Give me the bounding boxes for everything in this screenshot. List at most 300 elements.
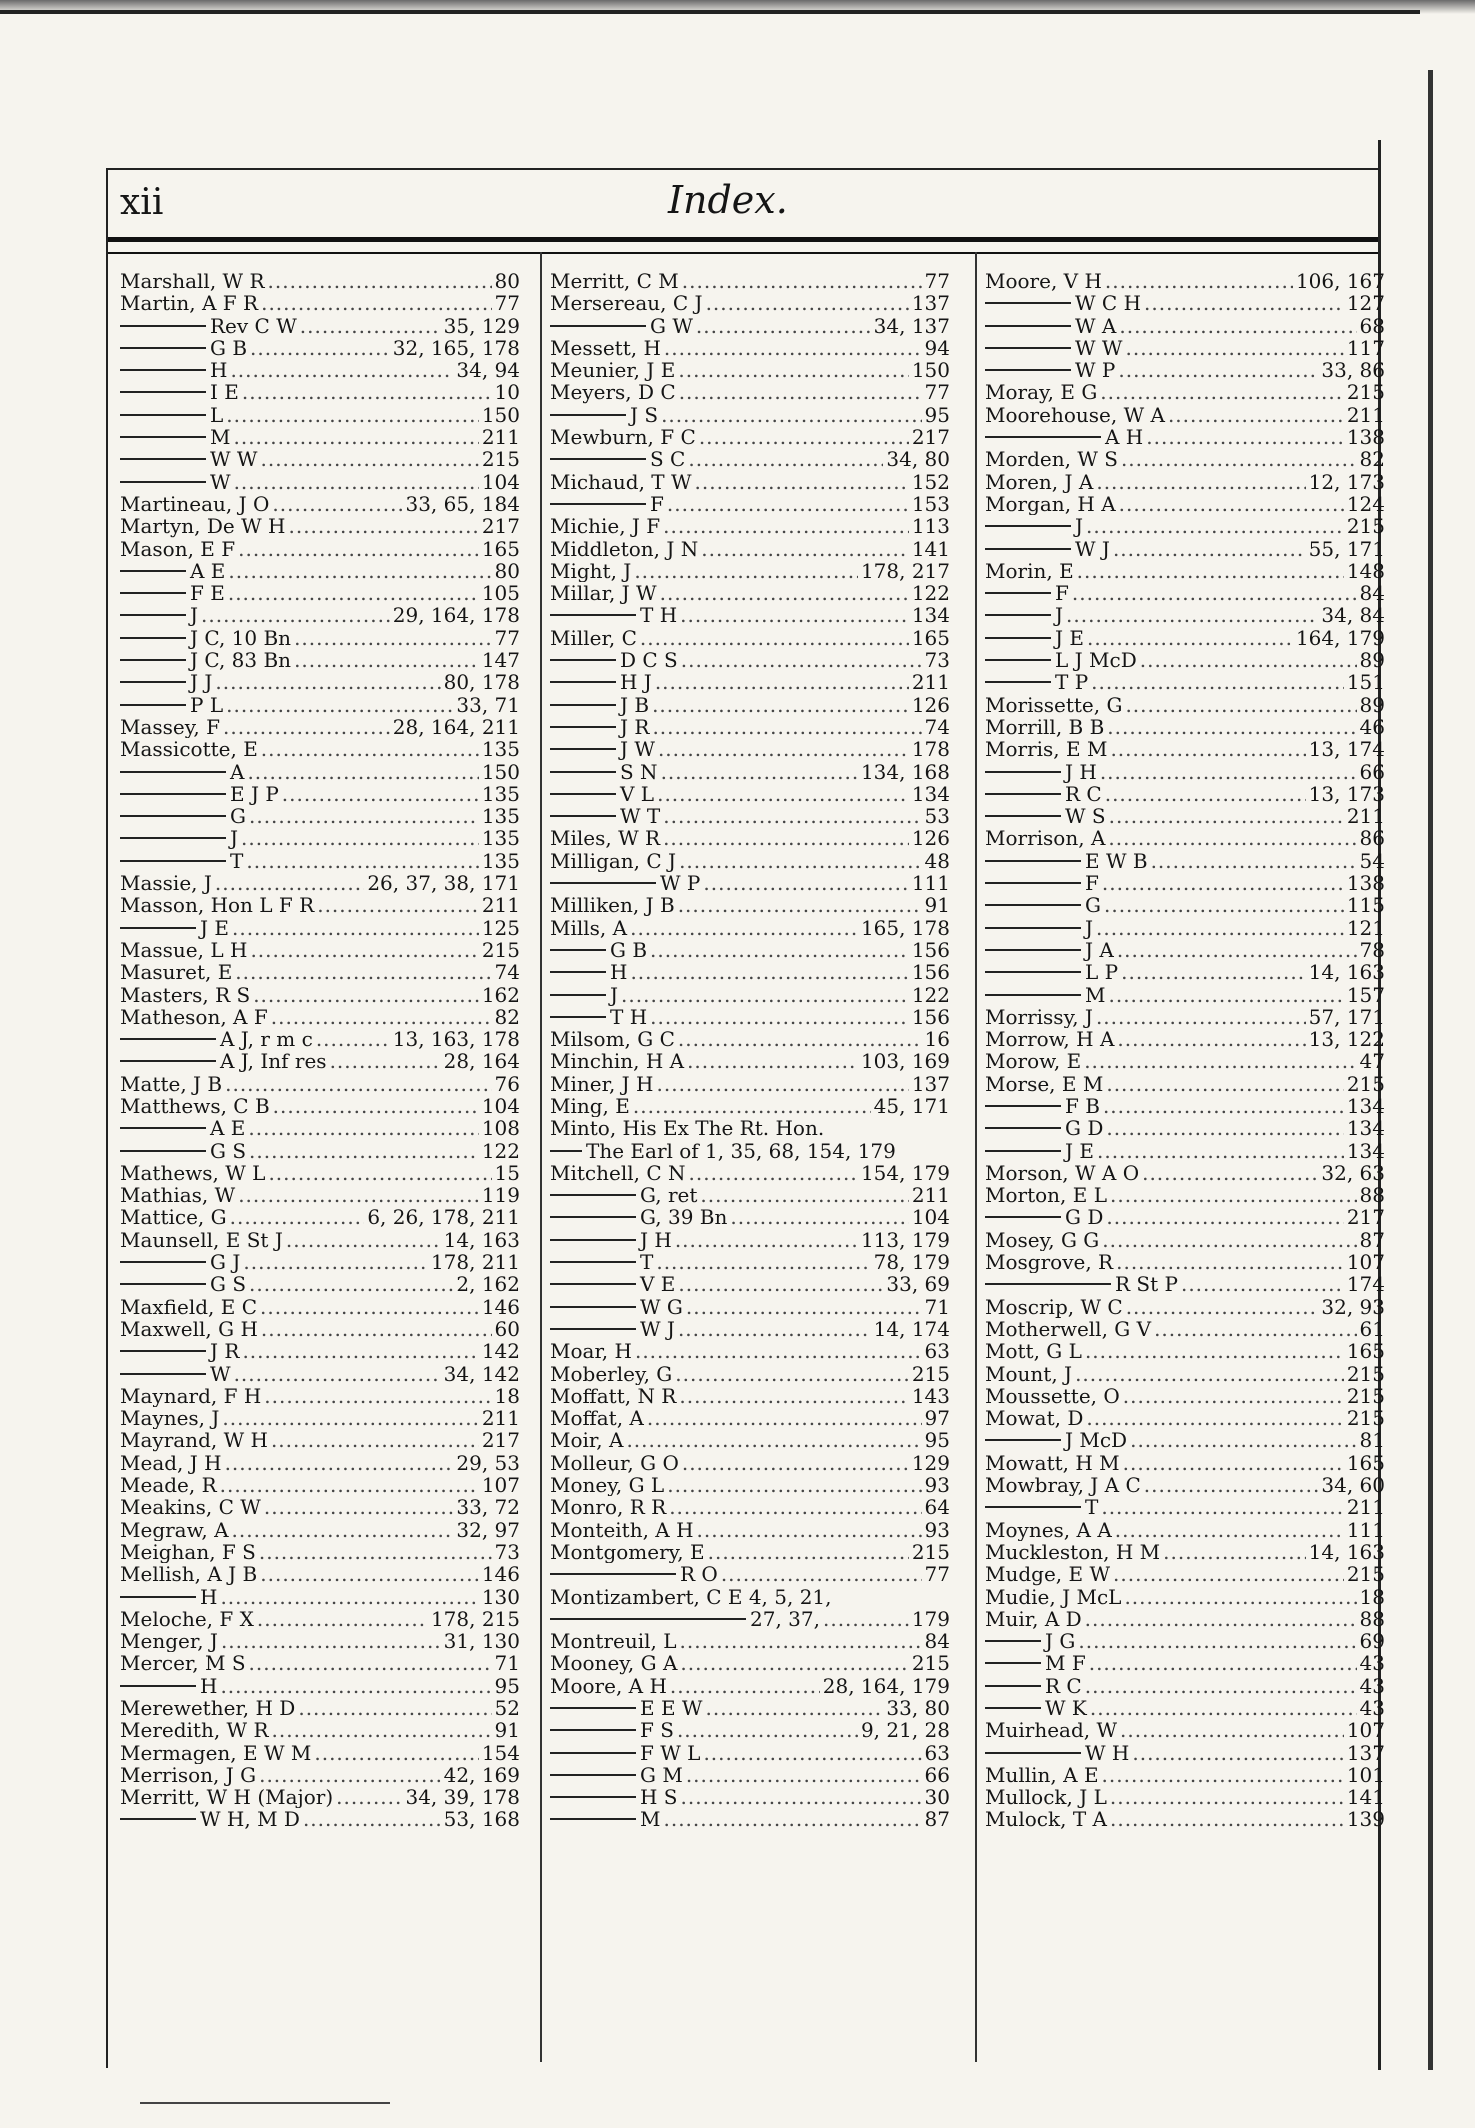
index-entry <box>550 1719 950 1741</box>
leader-dots <box>682 1452 909 1474</box>
ditto-dash <box>985 347 1071 349</box>
entry-pages: 151 <box>1346 671 1385 694</box>
entry-pages: 71 <box>924 1295 950 1318</box>
entry-name: Morin, E <box>985 559 1074 583</box>
entry-name: G M <box>640 1763 683 1787</box>
entry-name: Mowat, D <box>985 1407 1084 1430</box>
entry-pages: 55, 171 <box>1308 537 1385 560</box>
index-entry <box>120 917 520 939</box>
leader-dots <box>680 604 909 626</box>
leader-dots <box>1091 671 1344 693</box>
entry-pages: 146 <box>481 1563 520 1586</box>
entry-name: Mudge, E W <box>985 1563 1111 1586</box>
entry-pages: 146 <box>481 1295 520 1318</box>
leader-dots <box>1108 827 1356 849</box>
leader-dots <box>730 1206 908 1228</box>
ditto-dash <box>120 614 186 616</box>
entry-name: Mellish, A J B <box>120 1563 258 1586</box>
entry-pages: 77 <box>494 292 520 315</box>
entry-name: J C, 83 Bn <box>190 649 292 672</box>
index-entry <box>550 1630 950 1652</box>
entry-name: Mulock, T A <box>985 1808 1107 1831</box>
entry-pages: 127 <box>1346 292 1385 315</box>
leader-dots <box>1110 1184 1357 1206</box>
index-entry <box>120 1719 520 1741</box>
index-entry <box>120 761 520 783</box>
entry-pages: 57, 171 <box>1308 1005 1385 1029</box>
leader-dots <box>242 381 492 403</box>
leader-dots <box>1110 1808 1344 1830</box>
entry-name: W J <box>1075 537 1110 560</box>
leader-dots <box>703 872 908 894</box>
entry-pages: 9, 21, 28 <box>860 1719 950 1742</box>
entry-pages: 95 <box>924 1429 950 1452</box>
ditto-dash <box>120 325 206 327</box>
index-entry <box>120 1006 520 1028</box>
leader-dots <box>1119 493 1344 515</box>
entry-name: J B <box>620 693 650 716</box>
entry-name: H S <box>640 1786 678 1809</box>
entry-name: Meyers, D C <box>550 381 676 404</box>
entry-pages: 80, 178 <box>443 671 520 694</box>
entry-pages: 125 <box>481 916 520 939</box>
index-entry <box>550 448 950 470</box>
ditto-dash <box>120 1283 206 1285</box>
ditto-dash <box>120 927 196 929</box>
index-entry <box>550 337 950 359</box>
leader-dots <box>249 1652 492 1674</box>
ditto-dash <box>550 882 656 884</box>
index-entry <box>985 1363 1385 1385</box>
entry-name: Moynes, A A <box>985 1518 1112 1541</box>
leader-dots <box>678 1318 871 1340</box>
index-entry <box>120 1608 520 1630</box>
entry-name: Mersereau, C J <box>550 292 703 315</box>
index-entry <box>550 761 950 783</box>
index-entry <box>120 1095 520 1117</box>
entry-pages: 108 <box>481 1117 520 1140</box>
entry-pages: 81 <box>1359 1429 1385 1452</box>
index-entry <box>550 292 950 314</box>
index-entry <box>985 1608 1385 1630</box>
leader-dots <box>1125 694 1356 716</box>
index-entry <box>120 1452 520 1474</box>
entry-pages: 28, 164, 179 <box>822 1674 950 1697</box>
leader-dots <box>222 1407 478 1429</box>
index-entry <box>550 1296 950 1318</box>
entry-pages: 30 <box>924 1786 950 1809</box>
entry-name: Mead, J H <box>120 1451 222 1475</box>
index-entry <box>985 961 1385 983</box>
entry-name: Mason, E F <box>120 537 236 560</box>
entry-pages: 88 <box>1359 1607 1385 1631</box>
entry-pages: 215 <box>911 1540 950 1564</box>
ditto-dash <box>550 325 646 327</box>
index-entry <box>985 939 1385 961</box>
index-entry <box>985 1719 1385 1741</box>
index-entry <box>985 1206 1385 1228</box>
leader-dots <box>268 270 492 292</box>
ditto-dash <box>985 525 1071 527</box>
entry-name: Mills, A <box>550 916 628 939</box>
entry-name: H J <box>620 671 652 694</box>
entry-name: Mercer, M S <box>120 1652 246 1675</box>
entry-name: Meade, R <box>120 1474 217 1497</box>
entry-pages: 74 <box>494 961 520 984</box>
index-entry <box>985 1452 1385 1474</box>
entry-name: F <box>1085 872 1099 895</box>
entry-pages: 93 <box>924 1474 950 1497</box>
ditto-dash <box>120 860 226 862</box>
leader-dots <box>1124 1586 1356 1608</box>
ditto-dash <box>550 771 616 773</box>
leader-dots <box>696 315 871 337</box>
index-entry <box>120 1519 520 1541</box>
index-entry <box>120 627 520 649</box>
entry-pages: 89 <box>1359 649 1385 672</box>
entry-name: V L <box>620 782 655 806</box>
leader-dots <box>261 1318 492 1340</box>
leader-dots <box>660 582 909 604</box>
entry-name: G J <box>210 1251 241 1274</box>
entry-name: Mowbray, J A C <box>985 1474 1141 1497</box>
index-entry <box>985 738 1385 760</box>
entry-name: L <box>210 403 224 427</box>
leader-dots <box>314 1742 478 1764</box>
entry-name: E J P <box>230 782 279 806</box>
index-entry <box>120 1340 520 1362</box>
entry-name: Montizambert, C E 4, 5, 21, <box>550 1585 832 1608</box>
entry-name: Moffatt, N R <box>550 1384 677 1408</box>
leader-dots <box>286 1229 441 1251</box>
entry-pages: 156 <box>911 938 950 962</box>
entry-pages: 35, 129 <box>443 314 520 337</box>
entry-pages: 74 <box>924 715 950 739</box>
entry-name: J R <box>620 715 650 739</box>
index-entry <box>120 337 520 359</box>
entry-name: Michaud, T W <box>550 470 692 493</box>
ditto-dash <box>985 949 1081 951</box>
entry-name: Muir, A D <box>985 1607 1082 1631</box>
entry-name: T P <box>1055 671 1089 694</box>
ditto-dash <box>985 1283 1111 1285</box>
entry-name: Martyn, De W H <box>120 515 286 538</box>
leader-dots <box>721 1563 922 1585</box>
entry-name: Morow, E <box>985 1050 1082 1073</box>
index-entry <box>985 1296 1385 1318</box>
entry-name: Ming, E <box>550 1094 630 1118</box>
ditto-dash <box>550 1328 636 1330</box>
leader-dots <box>248 1117 478 1139</box>
index-entry <box>550 1028 950 1050</box>
leader-dots <box>652 694 909 716</box>
entry-pages: 119 <box>481 1184 520 1207</box>
entry-pages: 217 <box>1346 1206 1385 1229</box>
entry-name: Moren, J A <box>985 470 1094 493</box>
leader-dots <box>1125 337 1343 359</box>
index-entry <box>550 404 950 426</box>
index-column-3 <box>985 270 1385 1831</box>
leader-dots <box>678 1028 922 1050</box>
leader-dots <box>259 1541 492 1563</box>
leader-dots <box>260 1563 479 1585</box>
ditto-dash <box>120 570 186 572</box>
entry-name: W S <box>1065 805 1106 828</box>
entry-name: Moorehouse, W A <box>985 403 1165 427</box>
entry-name: Minchin, H A <box>550 1050 685 1073</box>
index-entry <box>550 649 950 671</box>
entry-name: I E <box>210 381 239 404</box>
entry-name: Mayrand, W H <box>120 1429 268 1452</box>
leader-dots <box>234 1363 441 1385</box>
leader-dots <box>1117 939 1357 961</box>
leader-dots <box>1100 381 1344 403</box>
entry-pages: 33, 86 <box>1321 359 1385 382</box>
entry-name: J R <box>210 1340 240 1363</box>
ditto-dash <box>550 1216 636 1218</box>
index-entry <box>120 448 520 470</box>
entry-pages: 48 <box>924 849 950 873</box>
index-entry <box>985 671 1385 693</box>
entry-pages: 154, 179 <box>860 1161 950 1185</box>
leader-dots <box>260 448 478 470</box>
entry-pages: 84 <box>924 1630 950 1653</box>
ditto-dash <box>985 1127 1061 1129</box>
entry-name: G D <box>1065 1206 1104 1229</box>
entry-name: Motherwell, G V <box>985 1317 1152 1341</box>
leader-dots <box>1109 805 1344 827</box>
entry-name: A <box>230 760 245 783</box>
leader-dots <box>686 1296 922 1318</box>
ditto-dash <box>550 1618 746 1620</box>
leader-dots <box>225 1452 454 1474</box>
entry-pages: 113, 179 <box>860 1228 950 1252</box>
entry-pages: 150 <box>481 760 520 783</box>
entry-pages: 215 <box>911 1362 950 1385</box>
entry-pages: 76 <box>494 1072 520 1095</box>
ditto-dash <box>985 659 1051 661</box>
ditto-dash <box>120 436 206 438</box>
index-entry <box>985 270 1385 292</box>
leader-dots <box>1085 1675 1357 1697</box>
ditto-dash <box>550 949 606 951</box>
leader-dots <box>633 1095 871 1117</box>
index-entry <box>120 270 520 292</box>
entry-name: J <box>230 827 239 850</box>
leader-dots <box>201 604 390 626</box>
entry-name: Moscrip, W C <box>985 1295 1123 1318</box>
leader-dots <box>1072 582 1357 604</box>
leader-dots <box>1096 917 1344 939</box>
entry-name: Maynes, J <box>120 1407 220 1430</box>
entry-pages: 138 <box>1346 872 1385 895</box>
leader-dots <box>697 1519 922 1541</box>
entry-name: V E <box>640 1273 676 1296</box>
leader-dots <box>1090 1697 1357 1719</box>
entry-name: Merewether, H D <box>120 1697 296 1720</box>
entry-name: Mullock, J L <box>985 1786 1107 1809</box>
entry-pages: 13, 174 <box>1308 738 1385 761</box>
ditto-dash <box>550 503 646 505</box>
entry-name: Morrow, H A <box>985 1028 1115 1051</box>
entry-name: G S <box>210 1139 247 1162</box>
index-entry <box>985 1251 1385 1273</box>
leader-dots <box>650 1006 909 1028</box>
entry-name: J A <box>1085 938 1114 962</box>
entry-pages: 14, 163 <box>443 1228 520 1252</box>
leader-dots <box>220 1586 478 1608</box>
entry-name: The Earl of 1, 35, 68, 154, 179 <box>586 1139 896 1162</box>
leader-dots <box>264 1496 454 1518</box>
entry-name: Millar, J W <box>550 582 657 605</box>
leader-dots <box>689 1162 858 1184</box>
leader-dots <box>701 538 909 560</box>
leader-dots <box>669 1496 921 1518</box>
entry-pages: 165 <box>1346 1340 1385 1363</box>
index-entry <box>985 783 1385 805</box>
entry-pages: 43 <box>1359 1697 1385 1720</box>
leader-dots <box>220 1675 491 1697</box>
leader-dots <box>268 1162 491 1184</box>
index-entry <box>550 894 950 916</box>
index-entry <box>550 1407 950 1429</box>
entry-name: Mathews, W L <box>120 1161 266 1185</box>
leader-dots <box>288 515 478 537</box>
index-entry <box>120 1786 520 1808</box>
entry-pages: 29, 164, 178 <box>392 604 520 627</box>
entry-pages: 33, 69 <box>886 1273 950 1296</box>
entry-pages: 156 <box>911 1005 950 1029</box>
page-title: Index. <box>668 178 788 222</box>
index-entry <box>120 1251 520 1273</box>
index-entry <box>985 471 1385 493</box>
ditto-dash <box>985 1662 1041 1664</box>
entry-name: Milsom, G C <box>550 1028 675 1051</box>
index-entry <box>550 1519 950 1541</box>
entry-pages: 87 <box>1359 1228 1385 1252</box>
index-entry <box>120 1296 520 1318</box>
entry-pages: 111 <box>1346 1518 1385 1541</box>
entry-pages: 34, 142 <box>443 1362 520 1385</box>
entry-pages: 13, 122 <box>1308 1028 1385 1051</box>
entry-pages: 217 <box>911 426 950 449</box>
entry-pages: 165, 178 <box>860 916 950 939</box>
entry-name: G, ret <box>640 1184 698 1207</box>
leader-dots <box>1096 1006 1306 1028</box>
entry-pages: 134 <box>911 782 950 806</box>
leader-dots <box>1102 872 1344 894</box>
entry-name: Montgomery, E <box>550 1540 705 1564</box>
ditto-dash <box>985 815 1061 817</box>
entry-pages: 103, 169 <box>860 1050 950 1073</box>
index-entry <box>550 1117 950 1139</box>
ditto-dash <box>985 1752 1081 1754</box>
entry-name: Milliken, J B <box>550 894 675 917</box>
index-entry <box>985 894 1385 916</box>
entry-name: H <box>610 961 628 984</box>
ditto-dash <box>120 704 186 706</box>
leader-dots <box>1110 1786 1344 1808</box>
index-entry <box>985 1697 1385 1719</box>
index-entry <box>985 917 1385 939</box>
entry-pages: 215 <box>1346 1407 1385 1430</box>
entry-pages: 34, 39, 178 <box>405 1786 520 1809</box>
leader-dots <box>234 471 479 493</box>
index-entry <box>985 315 1385 337</box>
index-entry <box>120 1541 520 1563</box>
ditto-dash <box>985 771 1061 773</box>
leader-dots <box>1105 783 1306 805</box>
leader-dots <box>257 1608 428 1630</box>
index-column-2 <box>550 270 950 1831</box>
leader-dots <box>1085 1608 1357 1630</box>
entry-pages: 61 <box>1359 1317 1385 1341</box>
entry-pages: 34, 137 <box>873 314 950 337</box>
entry-name: J <box>1075 515 1084 538</box>
index-entry <box>550 381 950 403</box>
index-entry <box>985 1429 1385 1451</box>
entry-pages: 107 <box>1346 1719 1385 1742</box>
index-entry <box>120 1563 520 1585</box>
entry-pages: 69 <box>1359 1630 1385 1653</box>
ditto-dash <box>985 1439 1061 1441</box>
index-entry <box>120 1496 520 1518</box>
index-entry <box>120 1206 520 1228</box>
leader-dots <box>1106 1206 1343 1228</box>
entry-name: D C S <box>620 649 678 672</box>
index-entry <box>550 872 950 894</box>
index-entry <box>985 1742 1385 1764</box>
entry-pages: 47 <box>1359 1050 1385 1073</box>
index-entry <box>120 783 520 805</box>
entry-name: Matheson, A F <box>120 1005 268 1029</box>
entry-pages: 134 <box>1346 1139 1385 1162</box>
entry-name: A H <box>1105 426 1144 449</box>
ditto-dash <box>120 347 206 349</box>
entry-name: Meighan, F S <box>120 1540 256 1564</box>
entry-name: Milligan, C J <box>550 849 677 873</box>
leader-dots <box>1113 538 1306 560</box>
leader-dots <box>621 984 909 1006</box>
leader-dots <box>1106 1117 1343 1139</box>
entry-pages: 217 <box>481 1429 520 1452</box>
leader-dots <box>317 894 479 916</box>
entry-pages: 13, 173 <box>1308 782 1385 806</box>
index-entry <box>550 961 950 983</box>
index-entry <box>985 649 1385 671</box>
entry-name: F <box>650 492 664 516</box>
index-entry <box>120 805 520 827</box>
entry-pages: 165 <box>911 626 950 650</box>
entry-pages: 12, 173 <box>1308 470 1385 493</box>
entry-name: Menger, J <box>120 1630 218 1653</box>
entry-pages: 211 <box>481 1407 520 1430</box>
entry-pages: 84 <box>1359 582 1385 605</box>
index-entry <box>985 627 1385 649</box>
leader-dots <box>1089 1652 1357 1674</box>
index-entry <box>550 1162 950 1184</box>
ditto-dash <box>985 302 1071 304</box>
leader-dots <box>635 1340 922 1362</box>
entry-name: Megraw, A <box>120 1518 229 1541</box>
index-entry <box>120 984 520 1006</box>
leader-dots <box>260 1296 479 1318</box>
index-entry <box>120 1363 520 1385</box>
ditto-dash <box>985 793 1061 795</box>
entry-name: Morgan, H A <box>985 492 1116 516</box>
entry-pages: 135 <box>481 782 520 806</box>
index-entry <box>985 582 1385 604</box>
